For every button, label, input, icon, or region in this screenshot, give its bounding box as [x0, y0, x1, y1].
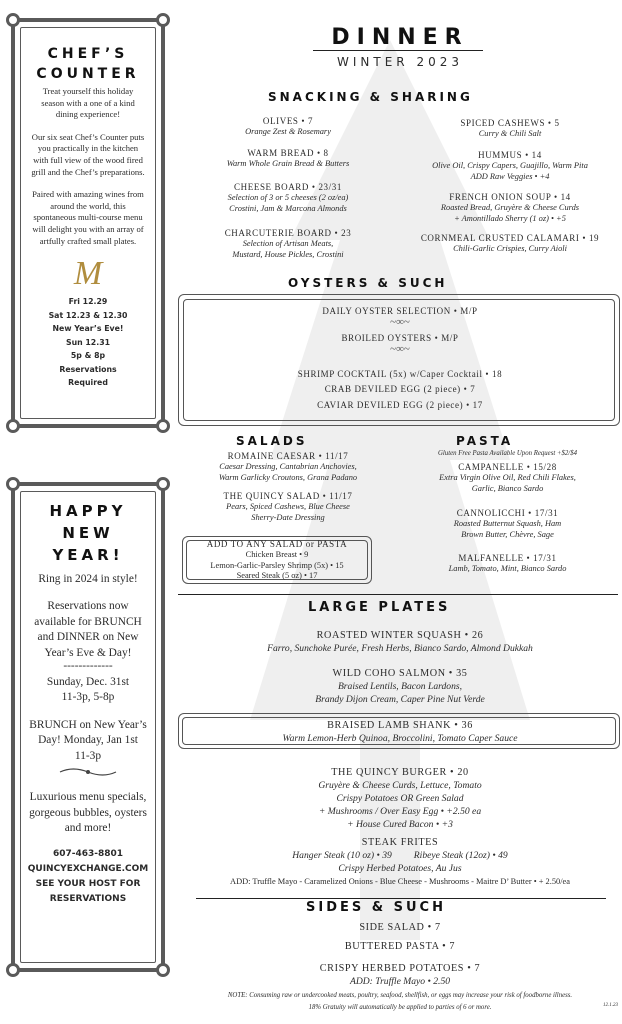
menu-item-campanelle: CAMPANELLE • 15/28 Extra Virgin Olive Oil, Red Chili Flakes, Garlic, Bianco Sardo	[439, 462, 576, 493]
hny-title-3: YEAR!	[52, 546, 124, 564]
hny-divider: -------------	[63, 660, 113, 673]
chefs-counter-date-7: Required	[68, 378, 108, 388]
section-large-plates: LARGE PLATES	[308, 600, 451, 615]
menu-item-french-onion-soup: FRENCH ONION SOUP • 14 Roasted Bread, Gruyère & Cheese Curds + Amontillado Sherry (1 oz) • +5	[440, 192, 580, 223]
menu-item-malfanelle: MALFANELLE • 17/31 Lamb, Tomato, Mint, Bianco Sardo	[448, 553, 567, 573]
hny-phone[interactable]: 607-463-8801	[52, 848, 124, 859]
menu-item-spiced-cashews: SPICED CASHEWS • 5 Curry & Chili Salt	[460, 118, 560, 138]
chefs-counter-title-1: CHEF’S	[47, 46, 129, 62]
menu-item-calamari: CORNMEAL CRUSTED CALAMARI • 19 Chili-Garlic Crispies, Curry Aioli	[420, 233, 600, 253]
chefs-counter-wine: Paired with amazing wines from around the world, this spontaneous multi-course menu will delight you with an array of artfully crafted small plates.	[32, 189, 144, 246]
chefs-counter-title-2: COUNTER	[36, 66, 140, 82]
hny-website[interactable]: QUINCYEXCHANGE.COM	[27, 863, 149, 874]
chefs-counter-date-3: New Year’s Eve!	[52, 324, 124, 334]
menu-item-olives: OLIVES • 7 Orange Zest & Rosemary	[245, 116, 331, 136]
menu-item-buttered-pasta: BUTTERED PASTA • 7	[344, 941, 456, 952]
hny-specials: Luxurious menu specials, gorgeous bubbles, oysters and more!	[29, 791, 147, 835]
menu-item-crab-egg: CRAB DEVILED EGG (2 piece) • 7	[324, 384, 476, 394]
menu-item-quincy-burger: THE QUINCY BURGER • 20 Gruyère & Cheese Curds, Lettuce, Tomato Crispy Potatoes OR Green Salad + Mushrooms / Over Easy Egg • +2.50 ea + House Cured Bacon • +3	[318, 767, 482, 830]
menu-title: DINNER	[331, 25, 469, 50]
dinner-menu	[178, 0, 622, 1024]
menu-item-side-salad: SIDE SALAD • 7	[359, 922, 441, 933]
menu-item-crispy-potatoes: CRISPY HERBED POTATOES • 7 ADD: Truffle Mayo • 2.50	[319, 963, 481, 987]
chefs-counter-intro: Treat yourself this holiday season with a one of a kind dining experience!	[41, 86, 135, 120]
footer-note: NOTE: Consuming raw or undercooked meats, poultry, seafood, shellfish, or eggs may increase your risk of foodborne illness.	[227, 992, 573, 999]
logo-monogram: M	[73, 255, 103, 293]
sides-rule	[196, 898, 606, 899]
hny-title-2: NEW	[62, 524, 114, 542]
hny-ring: Ring in 2024 in style!	[38, 573, 138, 585]
footer-code: 12.1.23	[603, 1003, 618, 1008]
chefs-counter-date-4: Sun 12.31	[65, 337, 111, 347]
footer-gratuity: 18% Gratuity will automatically be applied to parties of 6 or more.	[308, 1004, 492, 1011]
menu-item-caviar-egg: CAVIAR DEVILED EGG (2 piece) • 17	[317, 400, 483, 410]
flourish-icon	[58, 766, 118, 778]
hny-host: SEE YOUR HOST FOR RESERVATIONS	[35, 878, 141, 904]
menu-item-quincy-salad: THE QUINCY SALAD • 11/17 Pears, Spiced Cashews, Blue Cheese Sherry-Date Dressing	[223, 491, 353, 522]
chefs-counter-box	[11, 18, 165, 428]
menu-item-winter-squash: ROASTED WINTER SQUASH • 26 Farro, Sunchoke Purée, Fresh Herbs, Bianco Sardo, Almond Dukkah	[267, 630, 533, 654]
hny-reservations: Reservations now available for BRUNCH and DINNER on New Year’s Eve & Day!	[34, 600, 142, 659]
menu-item-cannolicchi: CANNOLICCHI • 17/31 Roasted Butternut Squash, Ham Brown Butter, Chèvre, Sage	[453, 508, 562, 539]
menu-item-hummus: HUMMUS • 14 Olive Oil, Crispy Capers, Guajillo, Warm Pita ADD Raw Veggies • +4	[432, 150, 588, 181]
menu-item-coho-salmon: WILD COHO SALMON • 35 Braised Lentils, Bacon Lardons, Brandy Dijon Cream, Caper Pine Nut Verde	[315, 668, 485, 705]
section-snacking: SNACKING & SHARING	[268, 90, 473, 104]
pasta-gluten-note: Gluten Free Pasta Available Upon Request +$2/$4	[438, 450, 577, 457]
menu-item-caesar: ROMAINE CAESAR • 11/17 Caesar Dressing, Cantabrian Anchovies, Warm Garlicky Croutons, Grana Padano	[218, 451, 358, 482]
chefs-counter-date-5: 5p & 8p	[70, 351, 106, 361]
menu-item-steak-frites: STEAK FRITES Hanger Steak (10 oz) • 39 Ribeye Steak (12oz) • 49 Crispy Herbed Potatoes, Au Jus ADD: Truffle Mayo - Caramelized Onions - Blue Cheese - Mushrooms - Maitre D’ Butter • + 2.50/ea	[230, 837, 570, 886]
section-oysters: OYSTERS & SUCH	[288, 276, 448, 290]
chefs-counter-date-1: Fri 12.29	[68, 297, 108, 307]
chefs-counter-date-6: Reservations	[59, 364, 117, 374]
menu-item-cheese-board: CHEESE BOARD • 23/31 Selection of 3 or 5 cheeses (2 oz/ea) Crostini, Jam & Marcona Almonds	[227, 182, 349, 213]
chefs-counter-date-2: Sat 12.23 & 12.30	[48, 310, 128, 320]
menu-item-shrimp-cocktail: SHRIMP COCKTAIL (5x) w/Caper Cocktail • 18	[297, 369, 503, 379]
menu-subtitle: WINTER 2023	[337, 55, 463, 69]
menu-item-lamb-shank: BRAISED LAMB SHANK • 36 Warm Lemon-Herb Quinoa, Broccolini, Tomato Caper Sauce	[282, 720, 518, 744]
section-salads: SALADS	[236, 434, 308, 448]
hny-brunch: BRUNCH on New Year’s Day! Monday, Jan 1st	[29, 718, 147, 747]
happy-new-year-box	[11, 482, 165, 972]
menu-item-broiled-oysters: BROILED OYSTERS • M/P ~∞~	[341, 333, 459, 355]
section-pasta: PASTA	[456, 434, 514, 448]
hny-sunday: Sunday, Dec. 31st	[46, 676, 130, 689]
title-rule	[313, 50, 483, 51]
section-sides: SIDES & SUCH	[306, 900, 446, 915]
hny-flourish	[15, 766, 161, 782]
add-to-salad-pasta: ADD TO ANY SALAD or PASTA Chicken Breast • 9 Lemon-Garlic-Parsley Shrimp (5x) • 15 Seared Steak (5 oz) • 17	[206, 539, 348, 581]
hny-title-1: HAPPY	[49, 502, 127, 520]
menu-item-warm-bread: WARM BREAD • 8 Warm Whole Grain Bread & Butters	[226, 148, 350, 168]
large-plates-rule	[178, 594, 618, 595]
chefs-counter-description: Our six seat Chef’s Counter puts you practically in the kitchen with full view of the wood fired grill and the Chef’s preparations.	[31, 131, 145, 177]
menu-item-daily-oysters: DAILY OYSTER SELECTION • M/P ~∞~	[322, 306, 478, 328]
menu-item-charcuterie: CHARCUTERIE BOARD • 23 Selection of Artisan Meats, Mustard, House Pickles, Crostini	[224, 228, 352, 259]
hny-sunday-hours: 11-3p, 5-8p	[61, 691, 115, 704]
hny-brunch-hours: 11-3p	[74, 749, 102, 762]
